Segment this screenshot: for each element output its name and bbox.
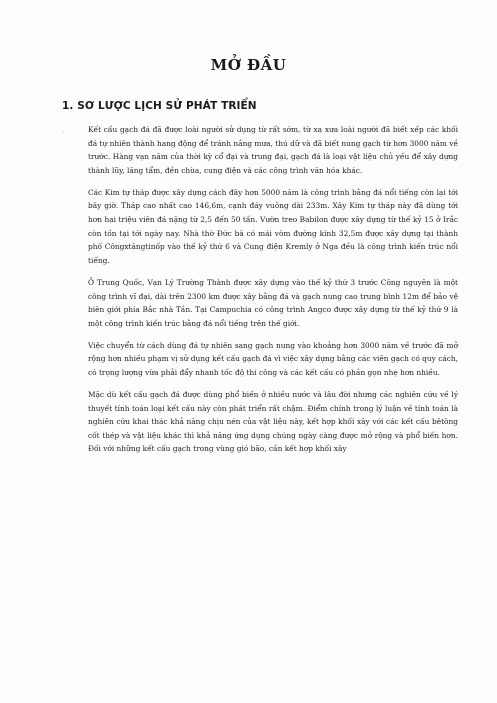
body-text xyxy=(88,123,458,465)
scan-mark: · xyxy=(62,128,65,136)
paragraph-2: Các Kim tự tháp được xây dựng cách đây hơn 5000 năm là công trình bằng đá nổi tiếng còn lại tới bây giờ. Tháp cao nhất cao 146,6m, cạnh đáy vuông dài 233m. Xây Kim tự tháp này đã dùng tới hơn hai triệu viên đá nặng từ 2,5 đến 50 tấn. Vườn treo Babilon được xây dựng từ thế kỷ 15 ở Irắc còn tồn tại tới ngày nay. Nhà thờ Đức bà có mái vòm đường kính 32,5m được xây dựng tại thành phố Côngxtăngtinốp vào thế kỷ thứ 6 và Cung điện Kremly ở Nga đều là công trình kiến trúc nổi tiếng. xyxy=(88,187,458,265)
chapter-title: MỞ ĐẦU xyxy=(210,56,287,74)
paragraph-1: Kết cấu gạch đá đã được loài người sử dụng từ rất sớm, từ xa xưa loài người đã biết xếp các khối đá tự nhiên thành hang động để tránh nắng mưa, thú dữ và đã biết nung gạch từ hơn 3000 năm về trước. Hàng vạn năm của thời kỳ cổ đại và trung đại, gạch đá là loại vật liệu chủ yếu để xây dựng thành lũy, lăng tẩm, đền chùa, cung điện và các công trình văn hóa khác. xyxy=(88,125,458,175)
paragraph-5: Mặc dù kết cấu gạch đá được dùng phổ biến ở nhiều nước và lâu đời nhưng các nghiên cứu về lý thuyết tính toán loại kết cấu này còn phát triển rất chậm. Điểm chính trong lý luận về tính toán là nghiên cứu khai thác khả năng chịu nén của vật liệu này, kết hợp khối xây với các kết cấu bêtông cốt thép và vật liệu khác thì khả năng ứng dụng chúng ngày càng được mở rộng và phổ biến hơn. Đối với những kết cấu gạch trong vùng gió bão, cần kết hợp khối xây xyxy=(88,390,458,454)
paragraph-3: Ở Trung Quốc, Vạn Lý Trường Thành được xây dựng vào thế kỷ thứ 3 trước Công nguyên là một công trình vĩ đại, dài trên 2300 km được xây bằng đá và gạch nung cao trung bình 12m để bảo vệ biên giới phía Bắc nhà Tần. Tại Campuchia có công trình Angco được xây dựng từ thế kỷ thứ 9 là một công trình kiến trúc bằng đá nổi tiếng trên thế giới. xyxy=(88,277,458,328)
section-heading: 1. SƠ LƯỢC LỊCH SỬ PHÁT TRIỂN xyxy=(62,100,257,112)
paragraph-4: Việc chuyển từ cách dùng đá tự nhiên sang gạch nung vào khoảng hơn 3000 năm về trước đã mở rộng hơn nhiều phạm vị sử dụng kết cấu gạch đá vì việc xây dựng bằng các viên gạch có quy cách, có trọng lượng vừa phải đẩy nhanh tốc độ thi công và các kết cấu có phần gọn nhẹ hơn nhiều. xyxy=(88,340,458,377)
